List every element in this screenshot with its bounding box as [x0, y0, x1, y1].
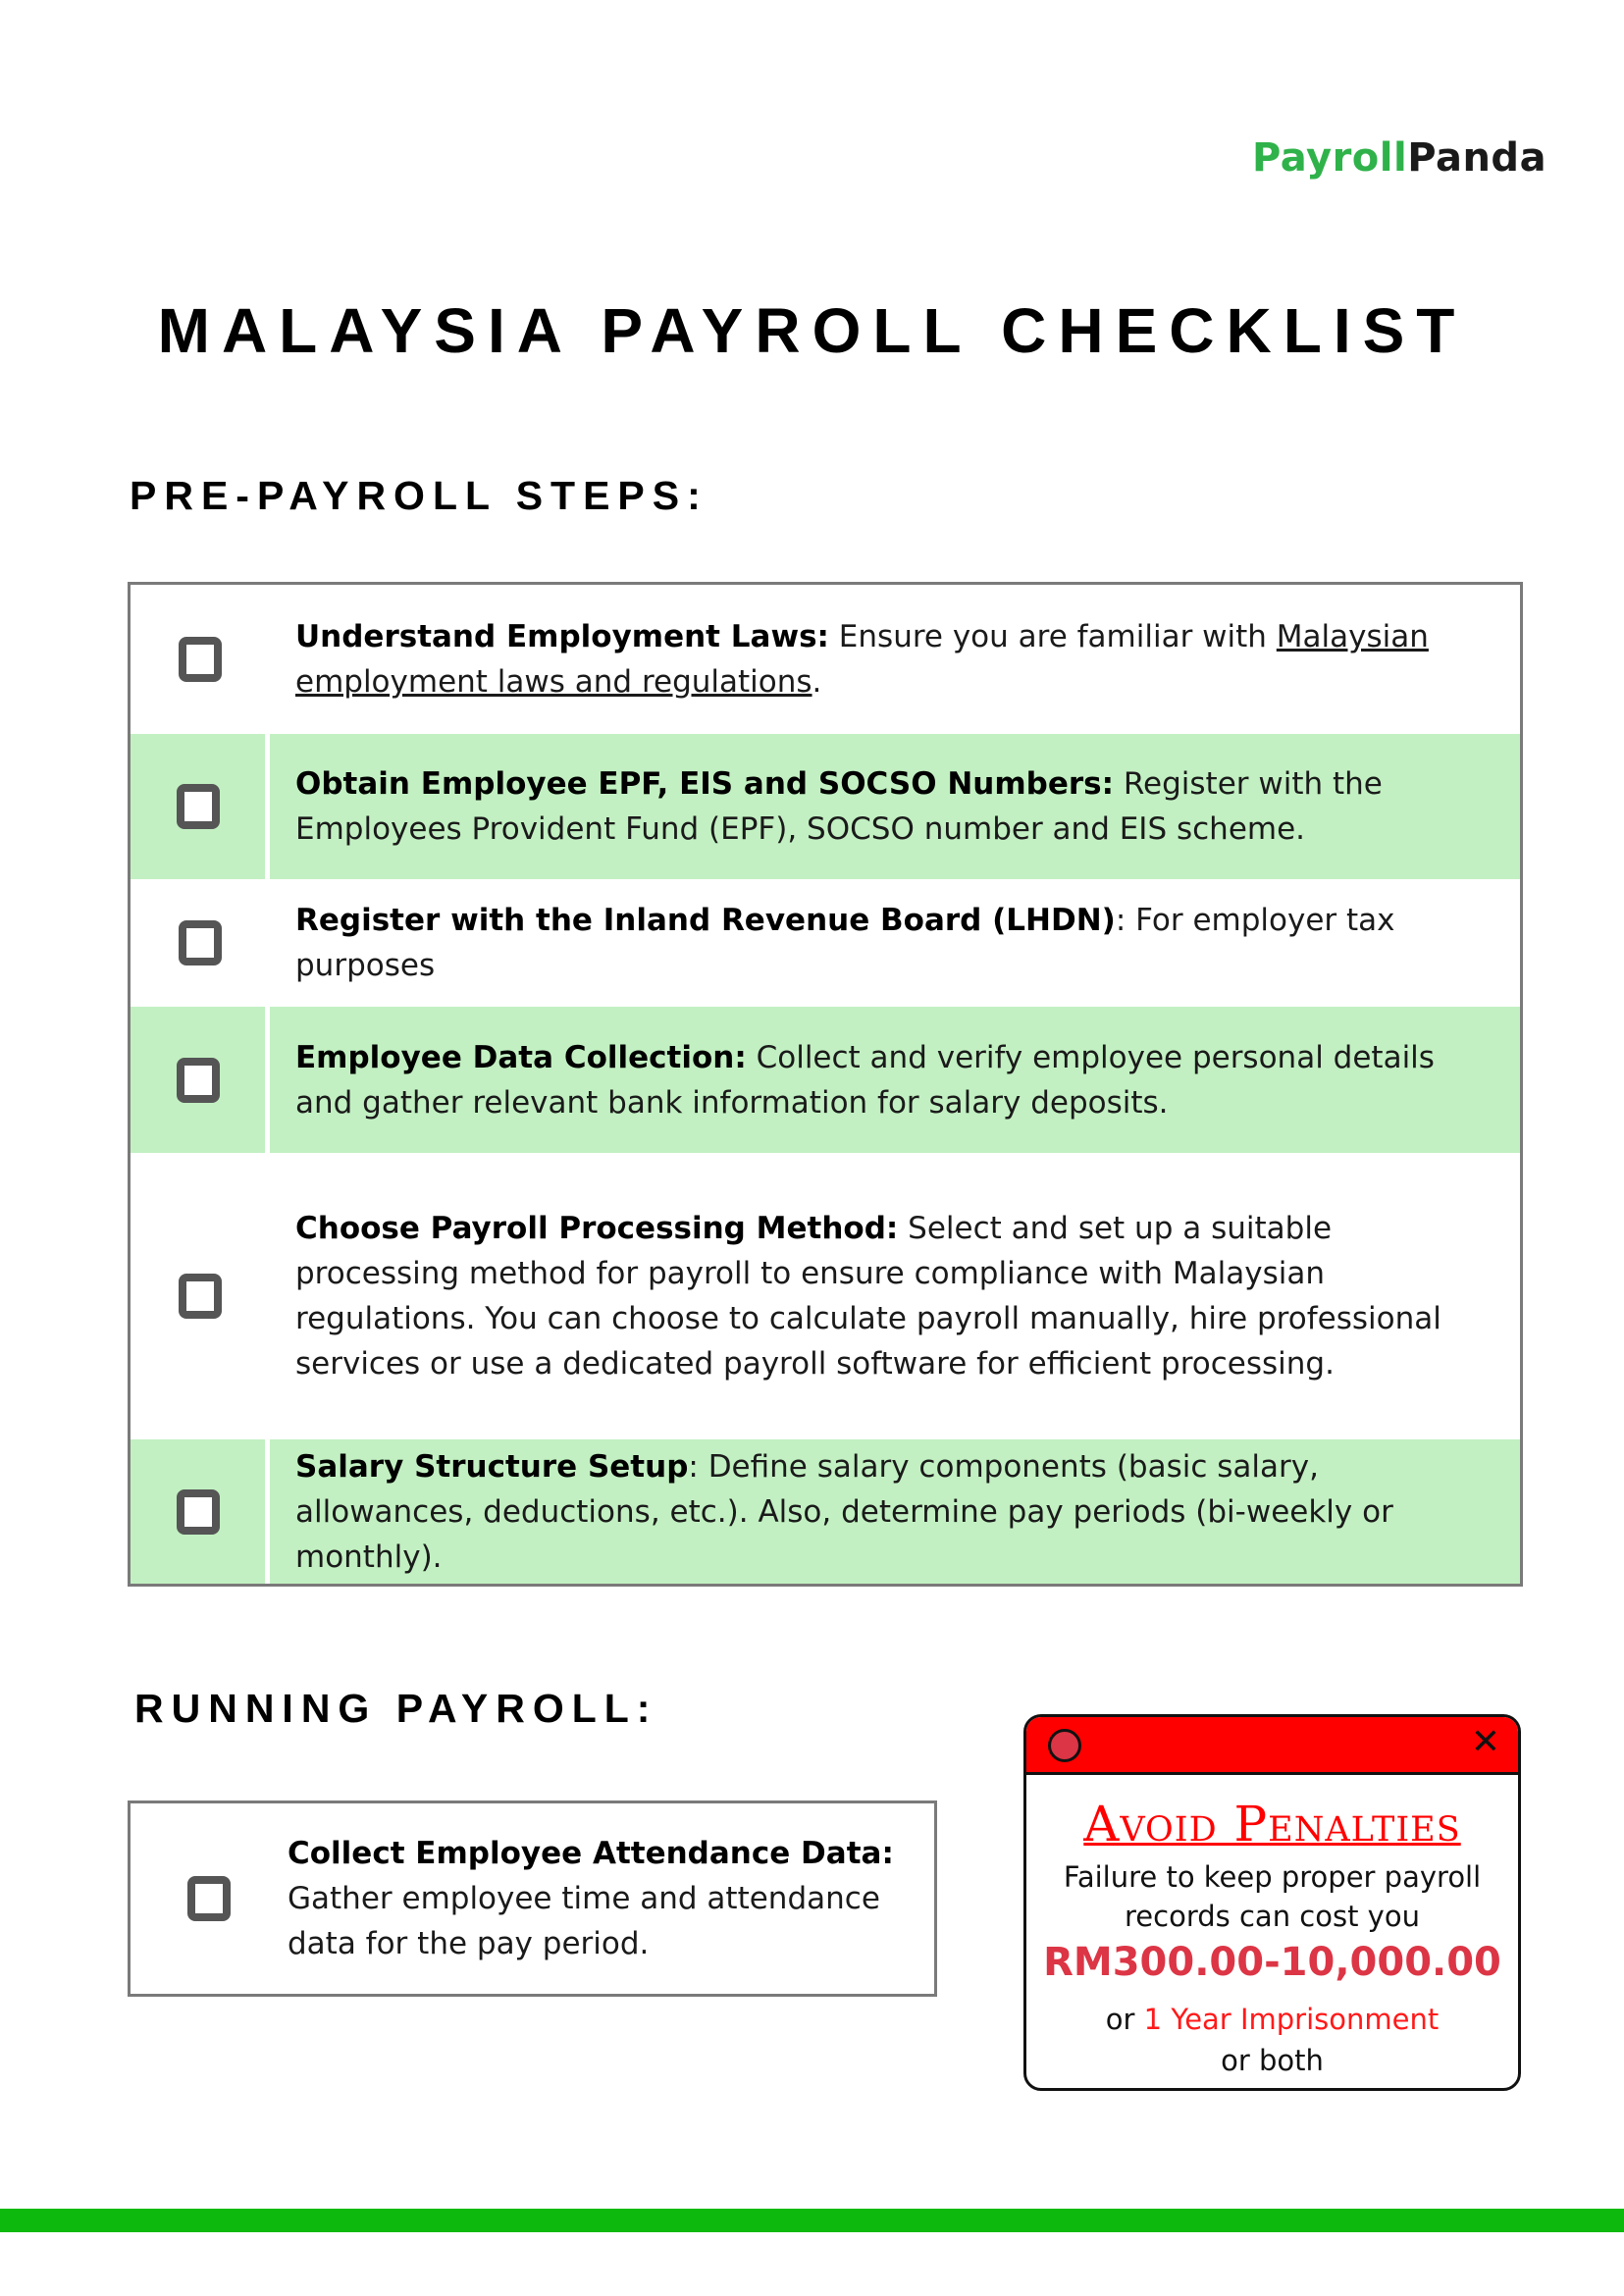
checkbox[interactable]: [179, 637, 222, 682]
checklist-row: [131, 1439, 1520, 1584]
penalty-alert-window: [1023, 1714, 1521, 2091]
running-payroll-heading: RUNNING PAYROLL:: [134, 1686, 658, 1731]
imprisonment-text: 1 Year Imprisonment: [1143, 2003, 1440, 2036]
checklist-row: [131, 585, 1520, 734]
alert-title: Avoid Penalties: [1083, 1796, 1461, 1852]
checkbox[interactable]: [177, 1058, 220, 1103]
checkbox[interactable]: [177, 784, 220, 829]
brand-logo-part1: Payroll: [1252, 135, 1408, 181]
item-text-end: .: [812, 664, 822, 700]
alert-text: [1026, 1857, 1518, 1936]
alert-line-2: records can cost you: [1125, 1900, 1420, 1933]
checkbox[interactable]: [187, 1876, 231, 1921]
record-dot-icon: [1048, 1729, 1081, 1762]
pre-payroll-checklist: [128, 582, 1523, 1587]
penalty-amount: RM300.00-10,000.00: [1043, 1940, 1501, 1985]
brand-logo-part2: Panda: [1407, 135, 1547, 181]
alert-line-1: Failure to keep proper payroll: [1063, 1860, 1482, 1894]
item-text: : Define salary components (basic salary, allowances, deductions, etc.). Also, determine pay periods (bi-weekly or monthly).: [295, 1448, 1393, 1575]
checklist-row: [131, 1153, 1520, 1439]
item-title: Employee Data Collection:: [295, 1039, 747, 1075]
item-title: Obtain Employee EPF, EIS and SOCSO Numbers:: [295, 766, 1115, 802]
alert-imprisonment: [1026, 1999, 1518, 2081]
item-text: Gather employee time and attendance data for the pay period.: [288, 1881, 880, 1961]
item-text: Ensure you are familiar with: [828, 619, 1277, 654]
item-text: Register with the Employees Provident Fund (EPF), SOCSO number and EIS scheme.: [295, 766, 1383, 847]
checklist-row: [131, 879, 1520, 1007]
footer-bar: [0, 2209, 1624, 2232]
close-icon[interactable]: ✕: [1470, 1722, 1500, 1762]
running-payroll-checklist: [128, 1800, 937, 1997]
checkbox[interactable]: [179, 920, 222, 965]
item-title: Choose Payroll Processing Method:: [295, 1211, 899, 1246]
item-title: Understand Employment Laws:: [295, 619, 829, 654]
checkbox[interactable]: [177, 1489, 220, 1535]
item-text: Collect and verify employee personal details and gather relevant bank information for salary deposits.: [295, 1039, 1435, 1121]
or-prefix: or: [1105, 2003, 1144, 2036]
checklist-row: [131, 1007, 1520, 1153]
checkbox[interactable]: [179, 1274, 222, 1319]
checklist-row: [131, 734, 1520, 879]
page-title: MALAYSIA PAYROLL CHECKLIST: [157, 295, 1467, 366]
item-text: Select and set up a suitable processing method for payroll to ensure compliance with Malaysian regulations. You can choose to calculate payroll manually, hire professional services or use a dedicated payroll software for efficient processing.: [295, 1211, 1441, 1382]
item-text: : For employer tax purposes: [295, 903, 1395, 983]
brand-logo: [1252, 135, 1546, 181]
employment-laws-link[interactable]: Malaysian employment laws and regulations: [295, 619, 1429, 700]
item-title: Register with the Inland Revenue Board (LHDN): [295, 903, 1116, 938]
item-title: Collect Employee Attendance Data:: [288, 1836, 894, 1871]
pre-payroll-heading: PRE-PAYROLL STEPS:: [130, 473, 708, 518]
item-title: Salary Structure Setup: [295, 1448, 689, 1485]
or-both: or both: [1221, 2044, 1324, 2077]
alert-title-bar: [1026, 1717, 1518, 1775]
